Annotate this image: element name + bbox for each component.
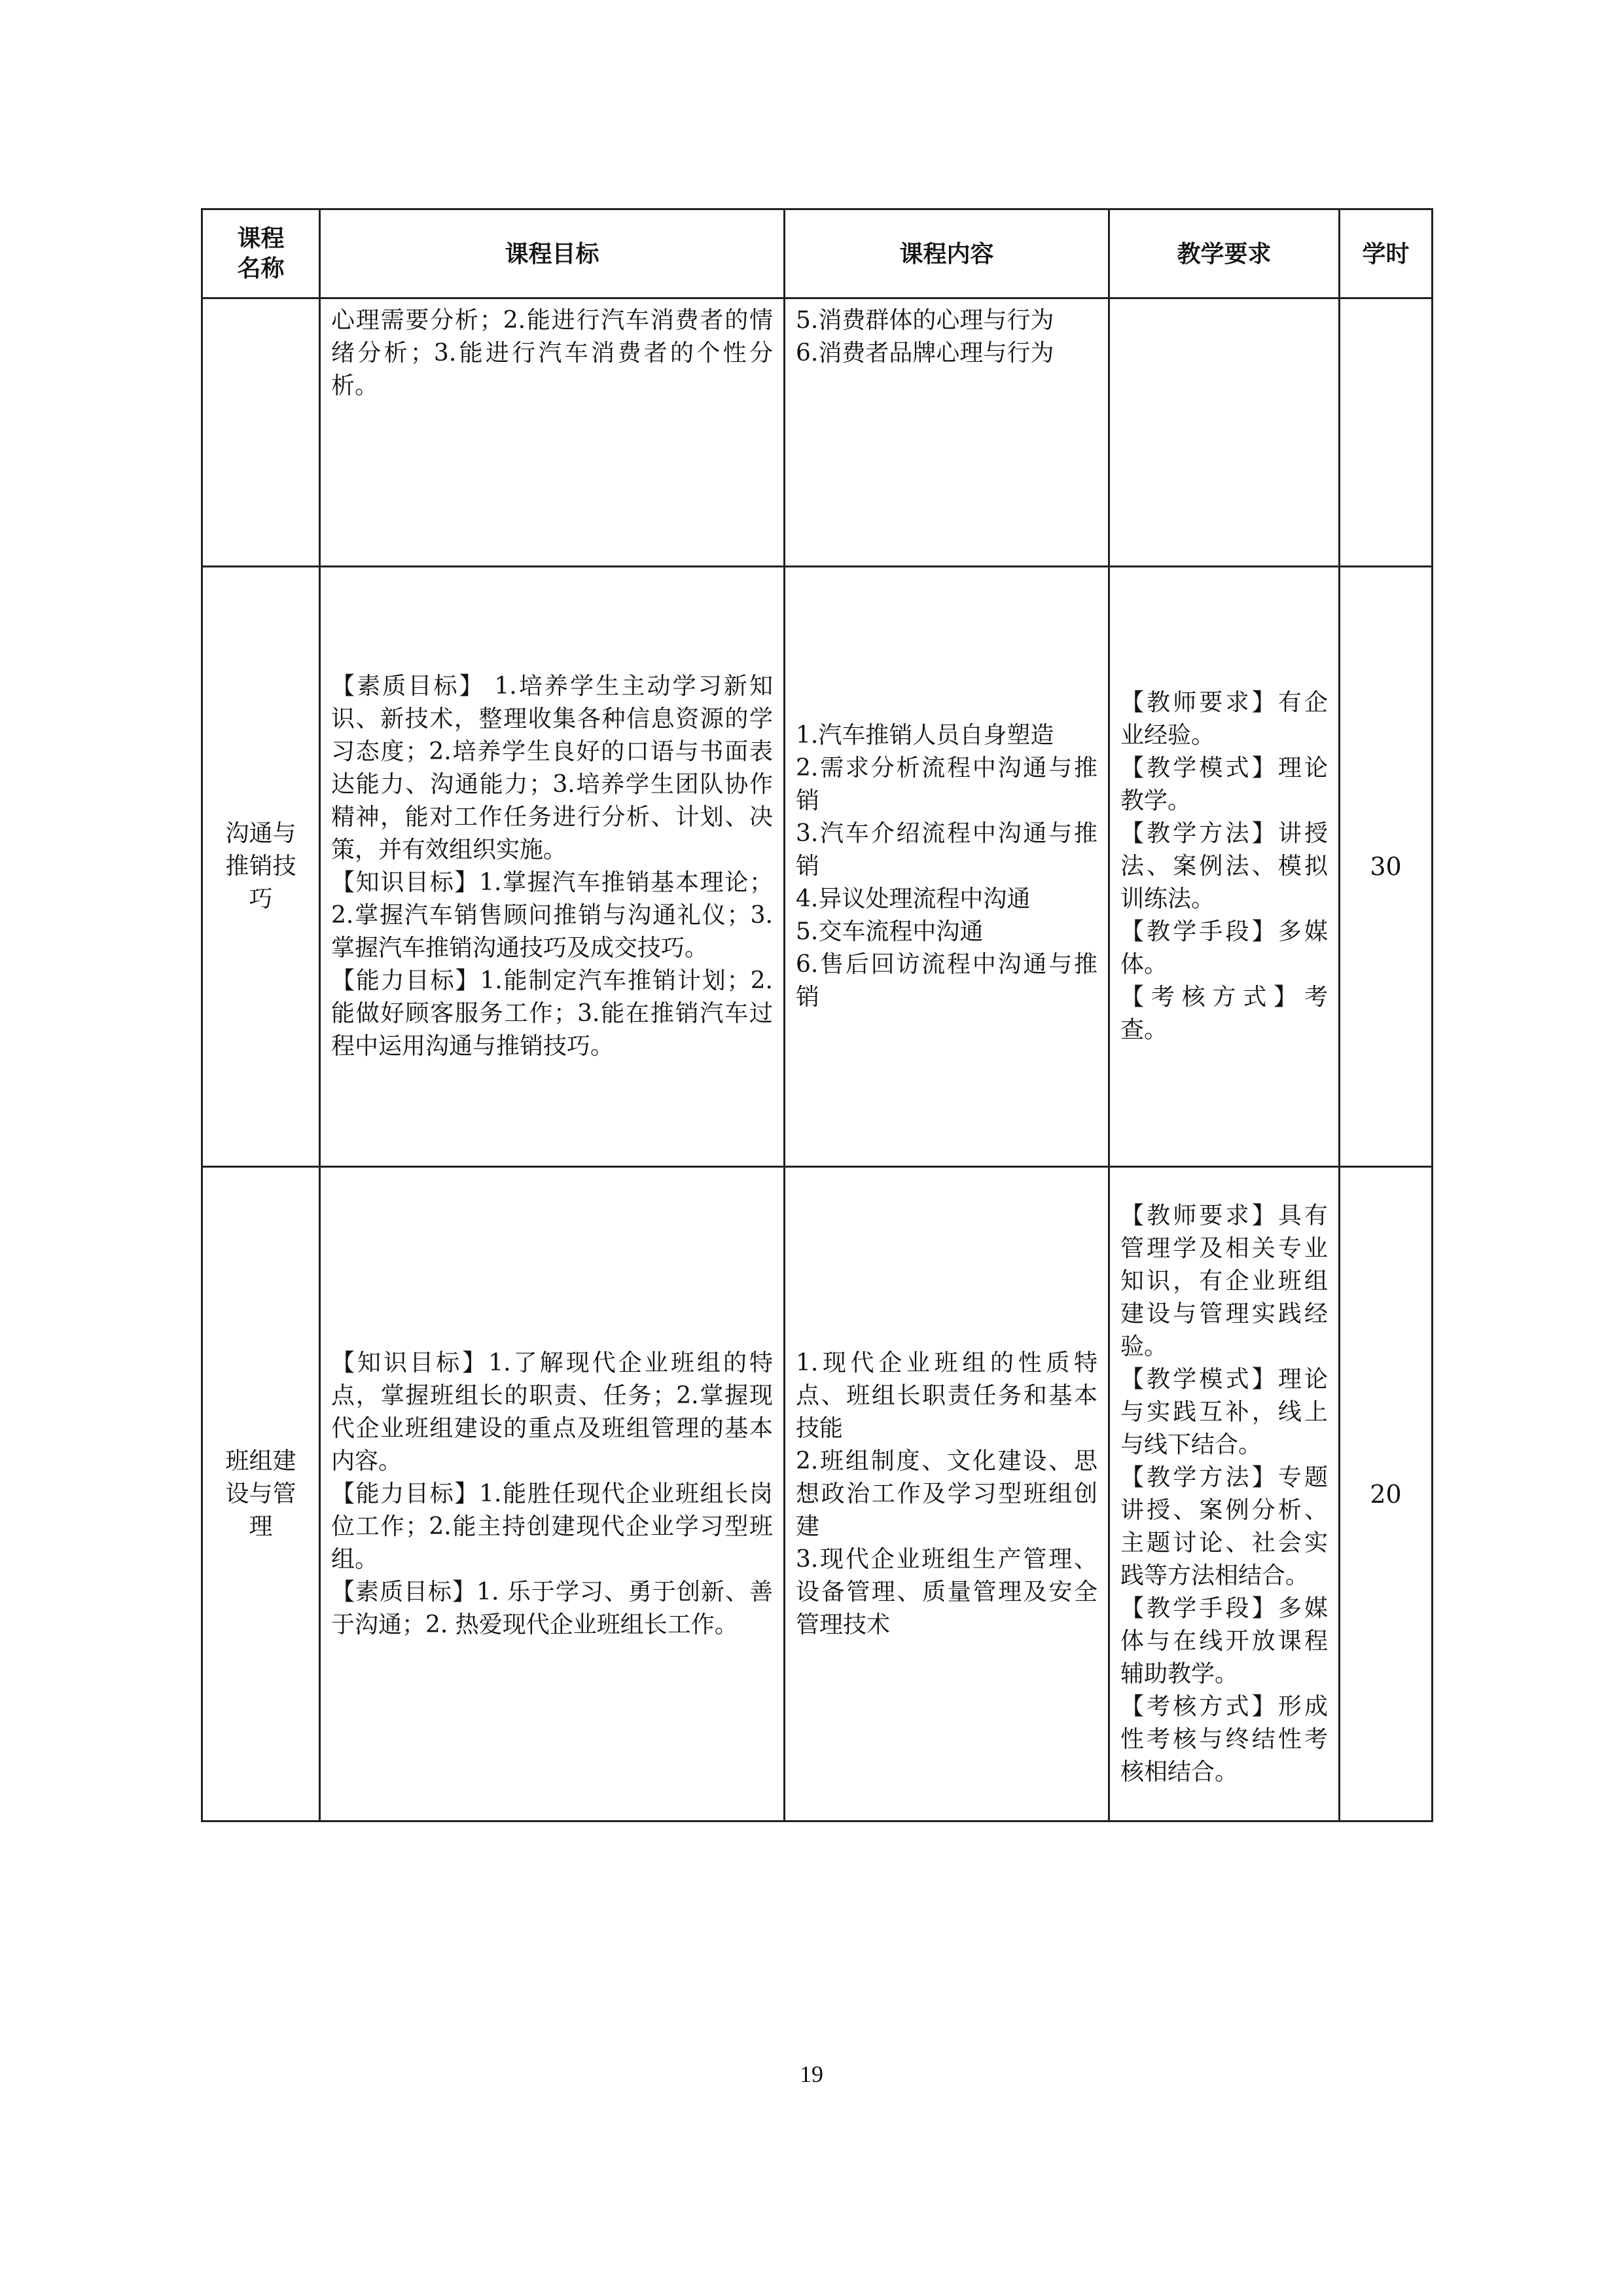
goal-paragraph: 心理需要分析；2.能进行汽车消费者的情绪分析；3.能进行汽车消费者的个性分析。 (331, 307, 773, 399)
content-item: 1.现代企业班组的性质特点、班组长职责任务和基本技能 (796, 1349, 1097, 1442)
course-content-cell (785, 567, 1109, 1167)
goal-paragraph: 【知识目标】1.掌握汽车推销基本理论；2.掌握汽车销售顾问推销与沟通礼仪；3.掌握汽车推销沟通技巧及成交技巧。 (331, 869, 773, 961)
requirement-item: 【考核方式】考查。 (1120, 984, 1328, 1043)
course-goal-cell (320, 298, 785, 567)
content-item: 5.消费群体的心理与行为 (796, 307, 1054, 334)
hours-cell: 20 (1340, 1167, 1433, 1821)
curriculum-table (201, 208, 1433, 1822)
page-number: 19 (800, 2061, 823, 2087)
table-row (202, 298, 1433, 567)
header-course-goal: 课程目标 (320, 209, 785, 298)
requirement-item: 【教学手段】多媒体与在线开放课程辅助教学。 (1120, 1594, 1328, 1687)
teaching-requirements-cell (1109, 298, 1340, 567)
requirement-item: 【教学模式】理论与实践互补，线上与线下结合。 (1120, 1365, 1328, 1458)
course-content-cell (785, 1167, 1109, 1821)
course-content-cell (785, 298, 1109, 567)
goal-paragraph: 【素质目标】1. 乐于学习、勇于创新、善于沟通；2. 热爱现代企业班组长工作。 (331, 1578, 773, 1638)
requirement-item: 【教学方法】专题讲授、案例分析、主题讨论、社会实践等方法相结合。 (1120, 1463, 1328, 1589)
requirement-item: 【教学手段】多媒体。 (1120, 918, 1328, 978)
content-item: 2.需求分析流程中沟通与推销 (796, 755, 1097, 814)
requirement-item: 【教学方法】讲授法、案例法、模拟训练法。 (1120, 820, 1328, 912)
goal-paragraph: 【素质目标】 1.培养学生主动学习新知识、新技术，整理收集各种信息资源的学习态度；2.培养学生良好的口语与书面表达能力、沟通能力；3.培养学生团队协作精神，能对工作任务进行分析、计划、决策，并有效组织实施。 (331, 673, 773, 863)
course-goal-cell (320, 567, 785, 1167)
header-row (202, 209, 1433, 298)
header-teaching-requirements: 教学要求 (1109, 209, 1340, 298)
goal-paragraph: 【知识目标】1.了解现代企业班组的特点，掌握班组长的职责、任务；2.掌握现代企业班组建设的重点及班组管理的基本内容。 (331, 1349, 773, 1475)
content-item: 1.汽车推销人员自身塑造 (796, 722, 1054, 749)
course-goal-cell (320, 1167, 785, 1821)
content-item: 6.消费者品牌心理与行为 (796, 340, 1054, 367)
teaching-requirements-cell (1109, 1167, 1340, 1821)
table-row (202, 567, 1433, 1167)
course-name-cell (202, 298, 320, 567)
course-name-cell: 班组建设与管理 (202, 1167, 320, 1821)
content-item: 3.现代企业班组生产管理、设备管理、质量管理及安全管理技术 (796, 1545, 1097, 1638)
header-hours: 学时 (1340, 209, 1433, 298)
content-item: 6.售后回访流程中沟通与推销 (796, 951, 1097, 1011)
goal-paragraph: 【能力目标】1.能胜任现代企业班组长岗位工作；2.能主持创建现代企业学习型班组。 (331, 1480, 773, 1573)
hours-cell (1340, 298, 1433, 567)
teaching-requirements-cell (1109, 567, 1340, 1167)
content-item: 5.交车流程中沟通 (796, 918, 984, 945)
content-item: 4.异议处理流程中沟通 (796, 886, 1031, 912)
requirement-item: 【教师要求】具有管理学及相关专业知识，有企业班组建设与管理实践经验。 (1120, 1202, 1328, 1360)
goal-paragraph: 【能力目标】1.能制定汽车推销计划；2.能做好顾客服务工作；3.能在推销汽车过程中运用沟通与推销技巧。 (331, 967, 773, 1060)
course-name-cell: 沟通与推销技巧 (202, 567, 320, 1167)
requirement-item: 【考核方式】形成性考核与终结性考核相结合。 (1120, 1693, 1328, 1785)
content-item: 2.班组制度、文化建设、思想政治工作及学习型班组创建 (796, 1447, 1097, 1540)
header-course-content: 课程内容 (785, 209, 1109, 298)
content-item: 3.汽车介绍流程中沟通与推销 (796, 820, 1097, 880)
table-row (202, 1167, 1433, 1821)
requirement-item: 【教师要求】有企业经验。 (1120, 689, 1328, 749)
requirement-item: 【教学模式】理论教学。 (1120, 755, 1328, 814)
hours-cell: 30 (1340, 567, 1433, 1167)
header-course-name: 课程名称 (202, 209, 320, 298)
